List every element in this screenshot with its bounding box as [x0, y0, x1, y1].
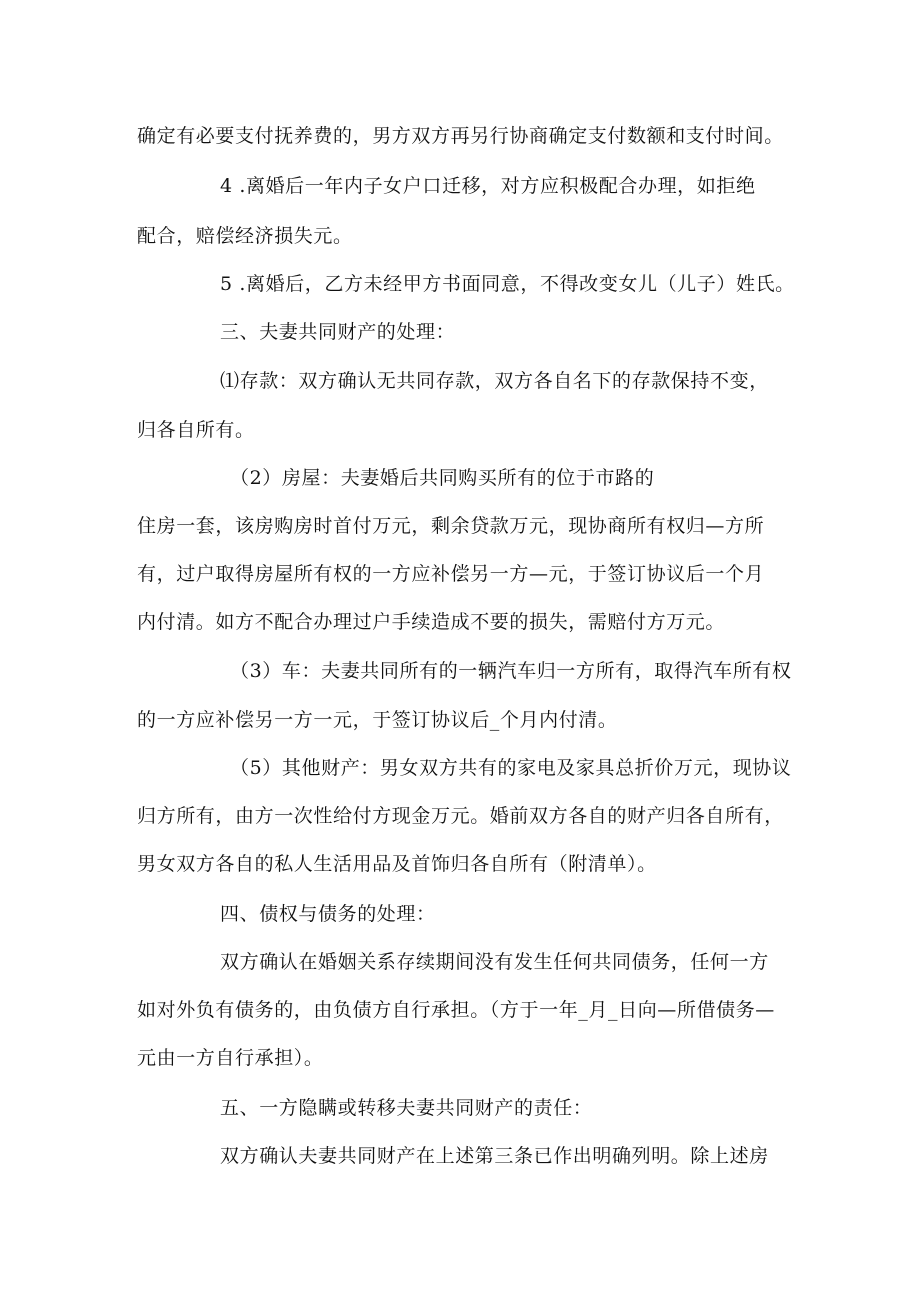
text-line: 5 .离婚后，乙方未经甲方书面同意，不得改变女儿（儿子）姓氏。	[220, 273, 795, 295]
section-heading: 四、债权与债务的处理：	[220, 903, 436, 925]
text-line: （3）车：夫妻共同所有的一辆汽车归一方所有，取得汽车所有权	[230, 660, 792, 682]
text-line: 如对外负有债务的，由负债方自行承担。（方于一年_月_日向—所借债务—	[137, 999, 775, 1021]
text-line: 确定有必要支付抚养费的，男方双方再另行协商确定支付数额和支付时间。	[137, 125, 784, 147]
text-line: 双方确认在婚姻关系存续期间没有发生任何共同债务，任何一方	[220, 951, 769, 973]
text-line: 双方确认夫妻共同财产在上述第三条已作出明确列明。除上述房	[220, 1145, 769, 1167]
text-line: 4 .离婚后一年内子女户口迁移，对方应积极配合办理，如拒绝	[220, 175, 756, 197]
text-line: 配合，赔偿经济损失元。	[137, 225, 353, 247]
text-line: 男女双方各自的私人生活用品及首饰归各自所有（附清单）。	[137, 853, 657, 875]
text-line: 内付清。如方不配合办理过户手续造成不要的损失，需赔付方万元。	[137, 611, 726, 633]
text-line: 的一方应补偿另一方一元，于签订协议后_个月内付清。	[137, 709, 618, 731]
text-line: （2）房屋：夫妻婚后共同购买所有的位于市路的	[230, 467, 655, 489]
text-line: 元由一方自行承担）。	[137, 1047, 324, 1069]
text-line: 归方所有，由方一次性给付方现金万元。婚前双方各自的财产归各自所有，	[137, 805, 784, 827]
section-heading: 五、一方隐瞒或转移夫妻共同财产的责任：	[220, 1097, 593, 1119]
text-line: 有，过户取得房屋所有权的一方应补偿另一方—元，于签订协议后一个月	[137, 563, 765, 585]
text-line: （5）其他财产：男女双方共有的家电及家具总折价万元，现协议	[230, 757, 792, 779]
text-line: 住房一套，该房购房时首付万元，剩余贷款万元，现协商所有权归—方所	[137, 515, 765, 537]
text-line: 归各自所有。	[137, 419, 255, 441]
text-line: ⑴存款：双方确认无共同存款，双方各自名下的存款保持不变，	[220, 370, 769, 392]
section-heading: 三、夫妻共同财产的处理：	[220, 321, 456, 343]
